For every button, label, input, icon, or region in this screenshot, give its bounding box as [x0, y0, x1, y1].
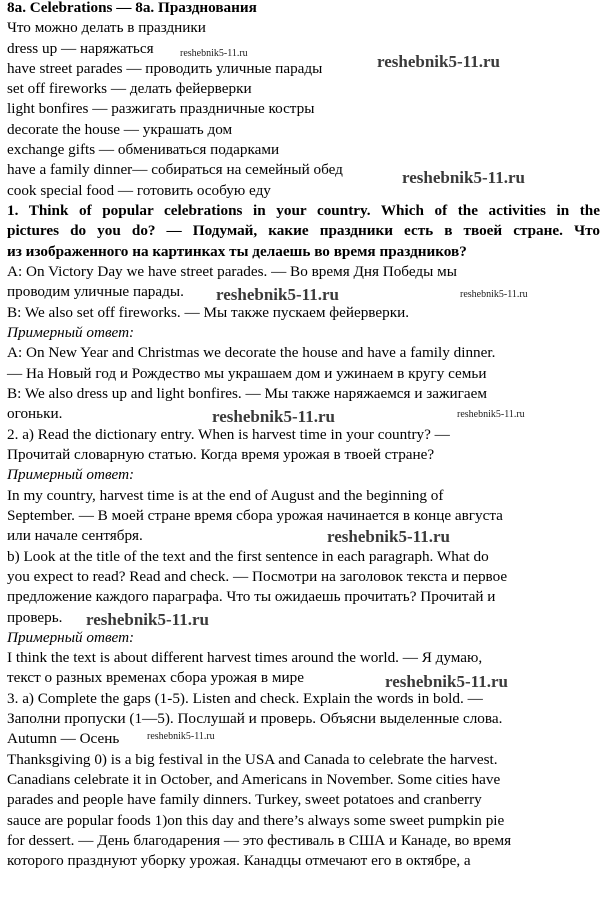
- exercise-1-task: из изображенного на картинках ты делаешь во время праздников?: [7, 243, 467, 260]
- dialogue-line: проводим уличные парады.: [7, 283, 184, 300]
- exercise-1-task: 1. Think of popular celebrations in your country. Which of the activities in the: [7, 202, 600, 219]
- text-line: sauce are popular foods 1)on this day and there’s always some sweet pumpkin pie: [7, 812, 505, 829]
- watermark: reshebnik5-11.ru: [212, 407, 335, 426]
- watermark: reshebnik5-11.ru: [460, 289, 528, 300]
- sample-answer-line: A: On New Year and Christmas we decorate the house and have a family dinner.: [7, 344, 496, 361]
- sample-answer-line: текст о разных временах сбора урожая в мире: [7, 669, 304, 686]
- vocab-line: have a family dinner— собираться на семейный обед: [7, 161, 343, 178]
- text-line: Thanksgiving 0) is a big festival in the USA and Canada to celebrate the harvest.: [7, 751, 498, 768]
- sample-answer-line: September. — В моей стране время сбора урожая начинается в конце августа: [7, 507, 503, 524]
- sample-answer-line: In my country, harvest time is at the end of August and the beginning of: [7, 487, 444, 504]
- watermark: reshebnik5-11.ru: [402, 168, 525, 187]
- sample-answer-line: или начале сентября.: [7, 527, 143, 544]
- exercise-2b-task: b) Look at the title of the text and the first sentence in each paragraph. What do: [7, 548, 489, 565]
- watermark: reshebnik5-11.ru: [457, 409, 525, 420]
- vocab-line: set off fireworks — делать фейерверки: [7, 80, 252, 97]
- sample-answer-line: огоньки.: [7, 405, 63, 422]
- text-line: parades and people have family dinners. Turkey, sweet potatoes and cranberry: [7, 791, 482, 808]
- vocab-line: have street parades — проводить уличные парады: [7, 60, 323, 77]
- page-title: 8a. Celebrations — 8a. Празднования: [7, 0, 257, 16]
- vocab-intro: Что можно делать в праздники: [7, 19, 206, 36]
- watermark: reshebnik5-11.ru: [216, 285, 339, 304]
- dialogue-line: A: On Victory Day we have street parades. — Во время Дня Победы мы: [7, 263, 457, 280]
- sample-answer-line: B: We also dress up and light bonfires. — Мы также наряжаемся и зажигаем: [7, 385, 487, 402]
- exercise-2b-task: проверь.: [7, 609, 63, 626]
- text-line: Canadians celebrate it in October, and Americans in November. Some cities have: [7, 771, 501, 788]
- sample-answer-label: Примерный ответ:: [7, 324, 135, 341]
- watermark: reshebnik5-11.ru: [147, 731, 215, 742]
- watermark: reshebnik5-11.ru: [180, 48, 248, 59]
- exercise-2b-task: предложение каждого параграфа. Что ты ожидаешь прочитать? Прочитай и: [7, 588, 496, 605]
- sample-answer-line: — На Новый год и Рождество мы украшаем дом и ужинаем в кругу семьи: [7, 365, 487, 382]
- vocab-line: dress up — наряжаться: [7, 40, 154, 57]
- exercise-3a-task: 3. a) Complete the gaps (1-5). Listen and check. Explain the words in bold. —: [7, 690, 483, 707]
- vocab-line: cook special food — готовить особую еду: [7, 182, 271, 199]
- vocab-line: decorate the house — украшать дом: [7, 121, 233, 138]
- text-line: которого празднуют уборку урожая. Канадцы отмечают его в октябре, а: [7, 852, 471, 869]
- vocab-line: exchange gifts — обмениваться подарками: [7, 141, 280, 158]
- exercise-1-task: pictures do you do? — Подумай, какие праздники есть в твоей стране. Что: [7, 222, 600, 239]
- sample-answer-label: Примерный ответ:: [7, 629, 135, 646]
- watermark: reshebnik5-11.ru: [327, 527, 450, 546]
- text-line: for dessert. — День благодарения — это фестиваль в США и Канаде, во время: [7, 832, 512, 849]
- sample-answer-label: Примерный ответ:: [7, 466, 135, 483]
- exercise-2a-task: Прочитай словарную статью. Когда время урожая в твоей стране?: [7, 446, 435, 463]
- dialogue-line: B: We also set off fireworks. — Мы также пускаем фейерверки.: [7, 304, 410, 321]
- exercise-3a-task: Заполни пропуски (1—5). Послушай и проверь. Объясни выделенные слова.: [7, 710, 503, 727]
- watermark: reshebnik5-11.ru: [385, 672, 508, 691]
- exercise-2a-task: 2. a) Read the dictionary entry. When is harvest time in your country? —: [7, 426, 450, 443]
- watermark: reshebnik5-11.ru: [86, 610, 209, 629]
- watermark: reshebnik5-11.ru: [377, 52, 500, 71]
- sample-answer-line: I think the text is about different harvest times around the world. — Я думаю,: [7, 649, 483, 666]
- vocab-line: light bonfires — разжигать праздничные костры: [7, 100, 315, 117]
- exercise-2b-task: you expect to read? Read and check. — Посмотри на заголовок текста и первое: [7, 568, 508, 585]
- section-heading: Autumn — Осень: [7, 730, 120, 747]
